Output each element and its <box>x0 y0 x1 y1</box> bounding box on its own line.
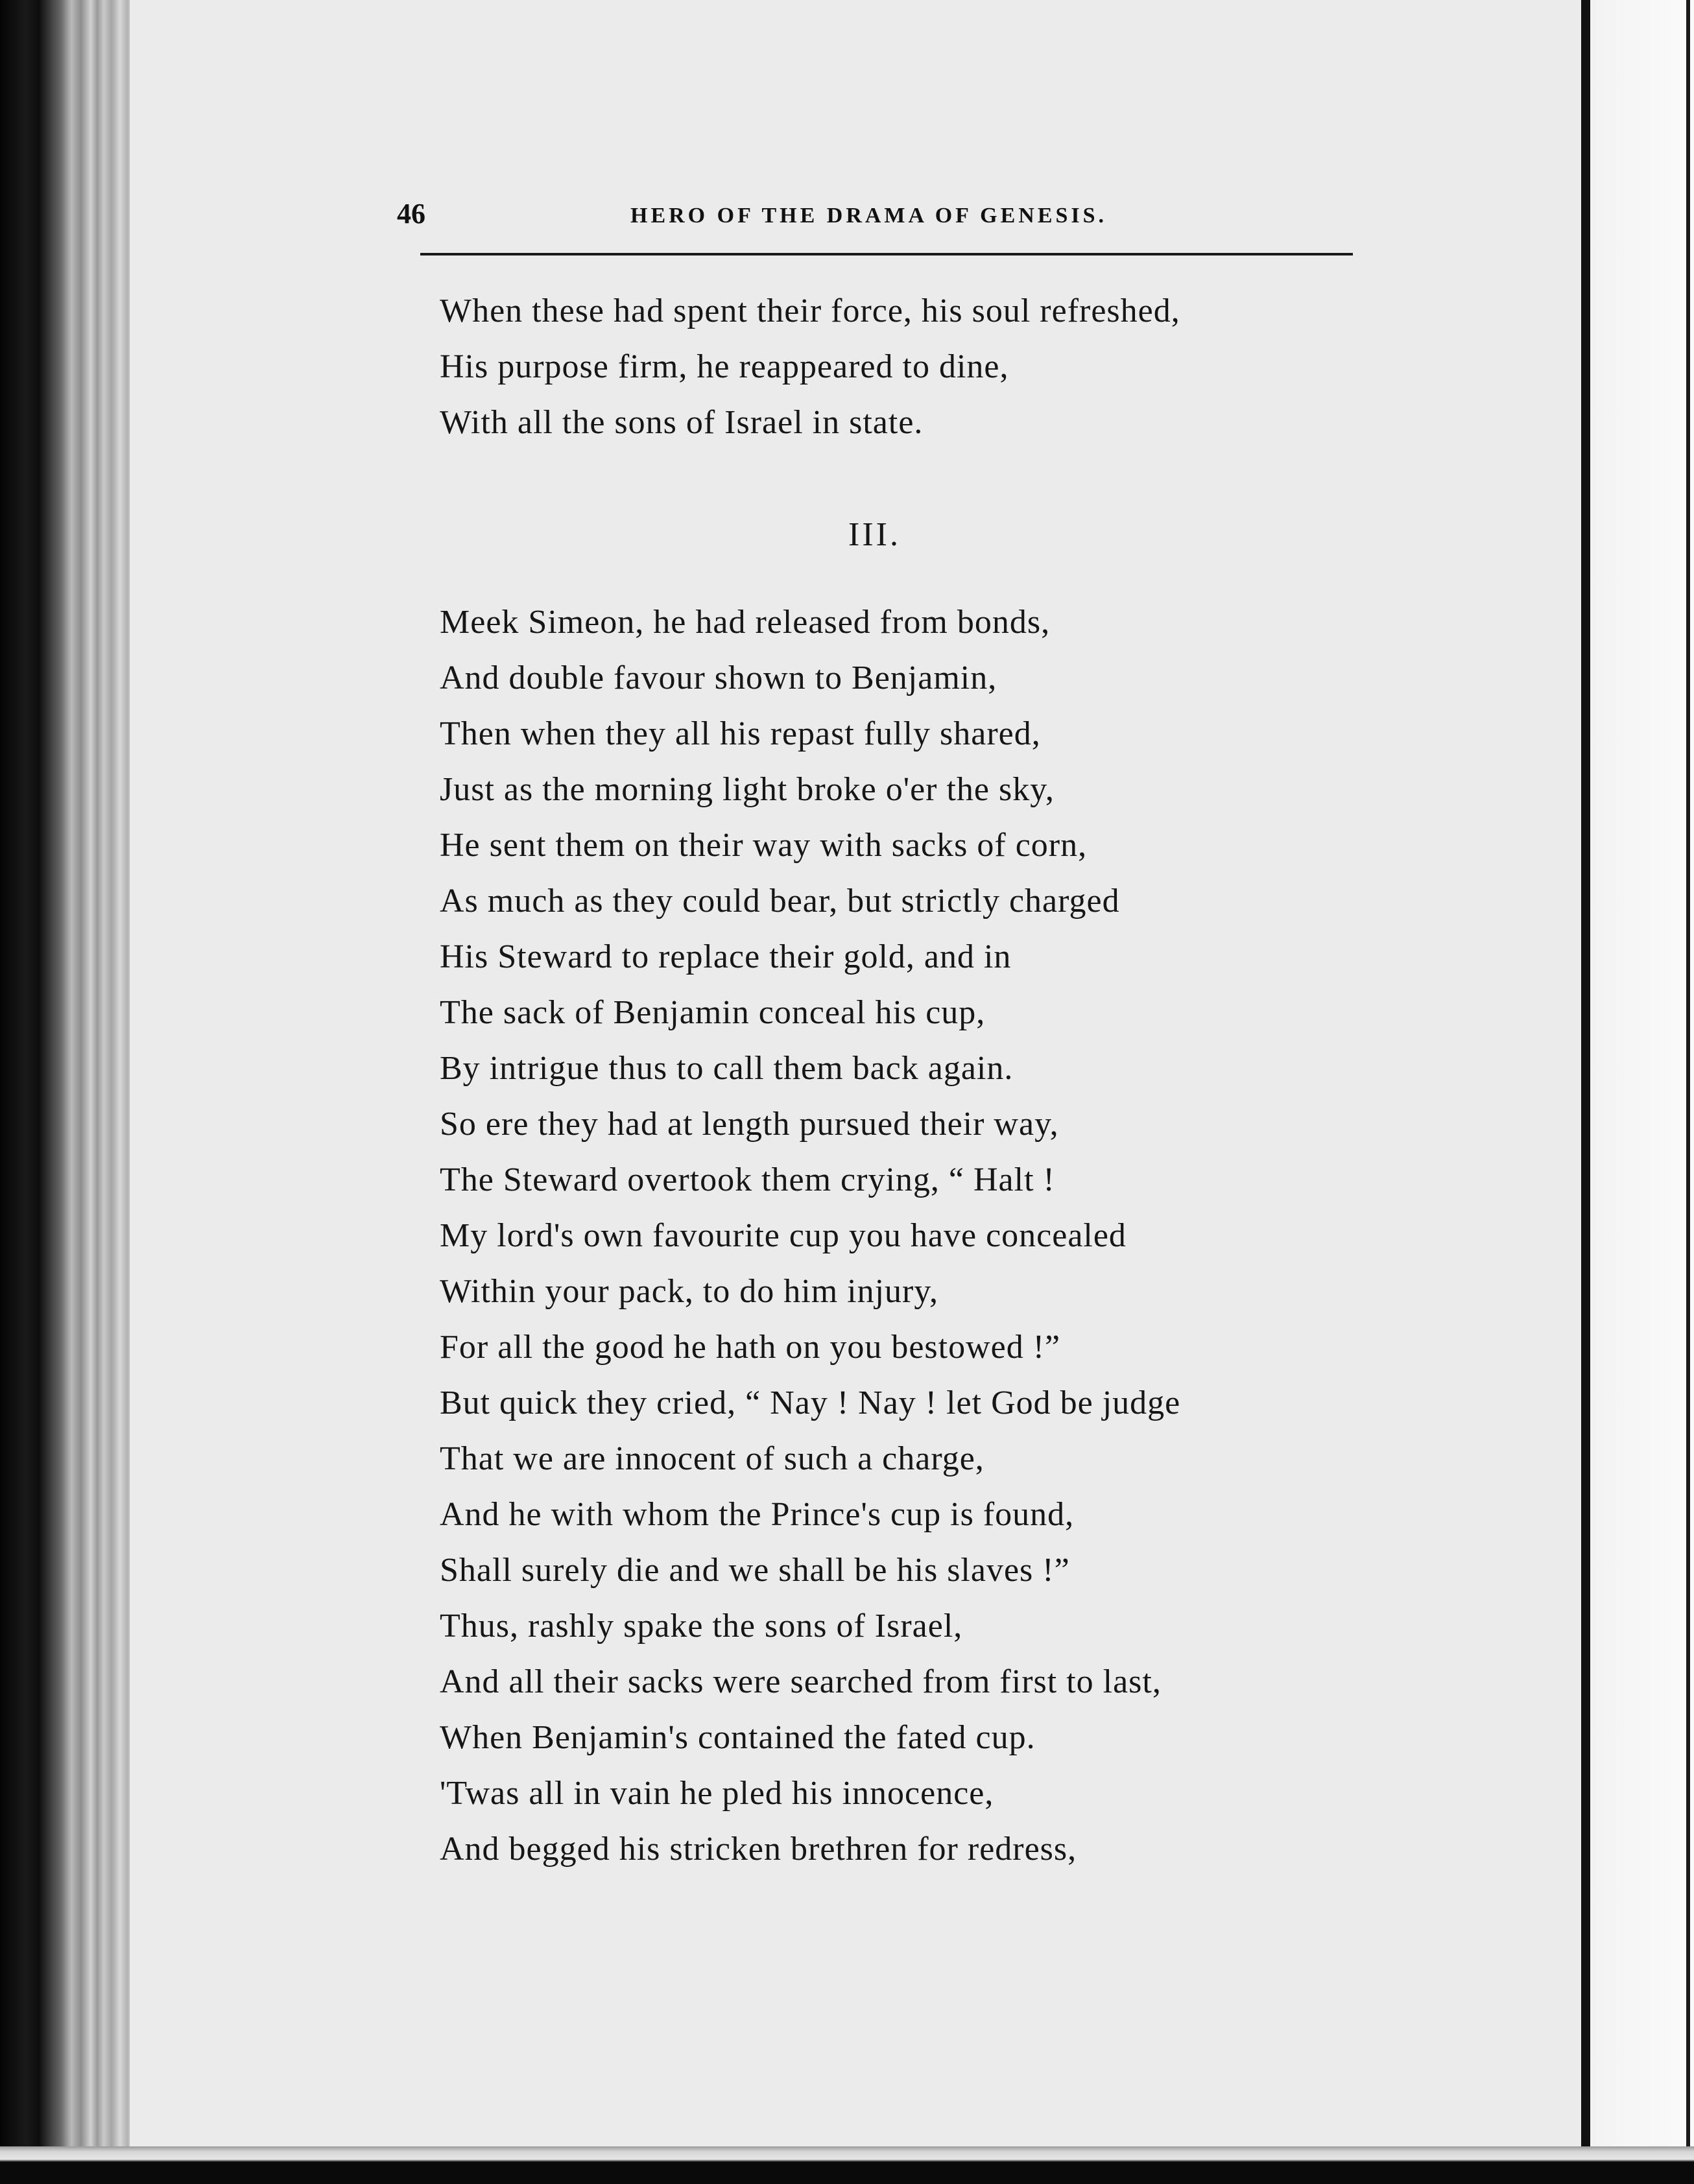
running-title: HERO OF THE DRAMA OF GENESIS. <box>630 204 1108 228</box>
verse-line: With all the sons of Israel in state. <box>440 404 924 441</box>
stanza-2 <box>440 595 1400 1877</box>
scan-border-line <box>1686 0 1690 2159</box>
header-rule <box>420 253 1353 255</box>
stanza-1 <box>440 283 1400 451</box>
verse-line: His Steward to replace their gold, and in <box>440 938 1012 975</box>
verse-line: As much as they could bear, but strictly charged <box>440 883 1120 920</box>
verse-line: For all the good he hath on you bestowed !” <box>440 1329 1061 1366</box>
verse-line: And begged his stricken brethren for redress, <box>440 1831 1077 1868</box>
scan-bottom-border <box>0 2146 1694 2184</box>
verse-line: When Benjamin's contained the fated cup. <box>440 1719 1036 1756</box>
verse-line: Just as the morning light broke o'er the sky, <box>440 771 1055 808</box>
page-number: 46 <box>397 198 425 230</box>
section-heading: III. <box>848 516 901 553</box>
verse-line: Thus, rashly spake the sons of Israel, <box>440 1608 963 1644</box>
verse-line: And double favour shown to Benjamin, <box>440 659 997 696</box>
verse-line: But quick they cried, “ Nay ! Nay ! let God be judge <box>440 1384 1181 1421</box>
verse-line: And he with whom the Prince's cup is found, <box>440 1496 1075 1533</box>
verse-line: When these had spent their force, his soul refreshed, <box>440 292 1180 329</box>
verse-line: Within your pack, to do him injury, <box>440 1273 938 1310</box>
verse-line: Then when they all his repast fully shared, <box>440 715 1041 752</box>
verse-line: Meek Simeon, he had released from bonds, <box>440 604 1051 641</box>
verse-line: That we are innocent of such a charge, <box>440 1440 984 1477</box>
facing-page-margin <box>1590 0 1694 2159</box>
verse-line: So ere they had at length pursued their way, <box>440 1106 1059 1143</box>
verse-line: The Steward overtook them crying, “ Halt ! <box>440 1161 1055 1198</box>
verse-line: Shall surely die and we shall be his slaves !” <box>440 1552 1070 1589</box>
verse-line: His purpose firm, he reappeared to dine, <box>440 348 1009 385</box>
verse-line: And all their sacks were searched from first to last, <box>440 1663 1162 1700</box>
verse-line: The sack of Benjamin conceal his cup, <box>440 994 986 1031</box>
verse-line: He sent them on their way with sacks of corn, <box>440 827 1088 864</box>
verse-line: 'Twas all in vain he pled his innocence, <box>440 1775 994 1812</box>
verse-line: By intrigue thus to call them back again. <box>440 1050 1014 1087</box>
verse-line: My lord's own favourite cup you have concealed <box>440 1217 1127 1254</box>
page-right-edge <box>1581 0 1590 2159</box>
running-header <box>397 195 1349 240</box>
